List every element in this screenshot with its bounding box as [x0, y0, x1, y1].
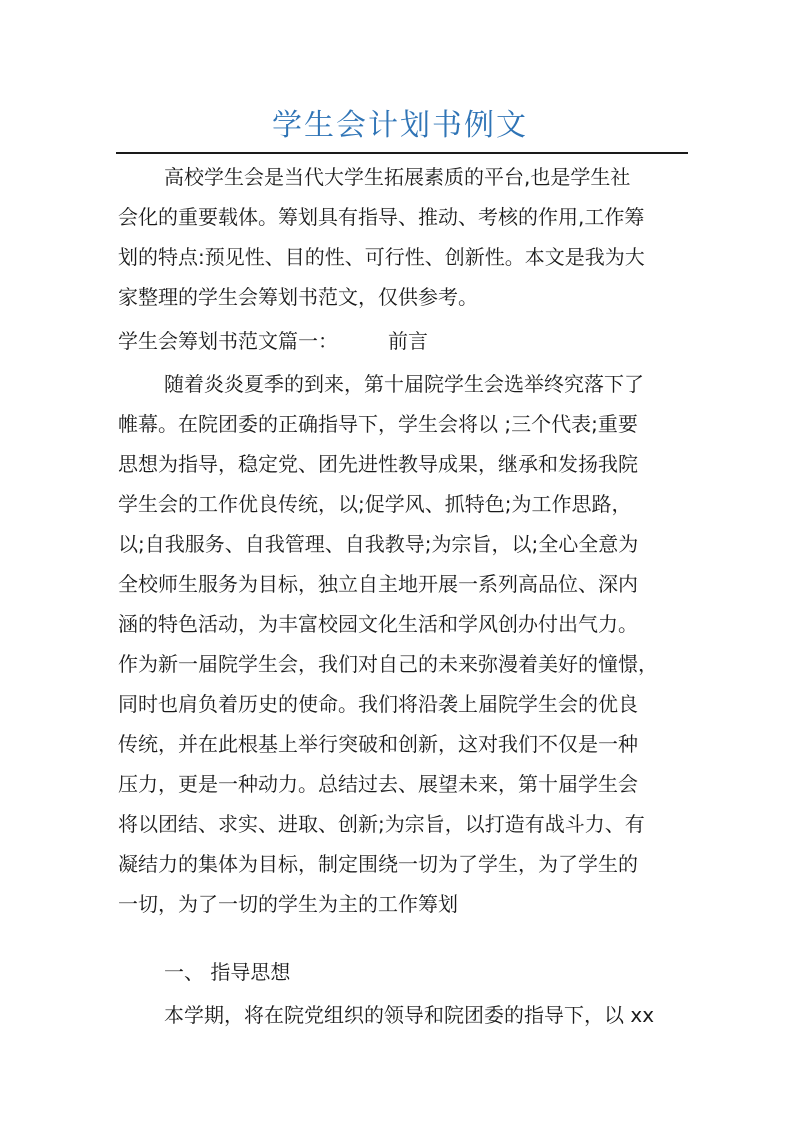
preface-line: 将以团结、求实、进取、创新;为宗旨，以打造有战斗力、有 [118, 812, 645, 836]
intro-line: 家整理的学生会筹划书范文，仅供参考。 [118, 285, 478, 309]
heading-1: 一、 指导思想 [164, 960, 291, 984]
preface-line: 全校师生服务为目标，独立自主地开展一系列高品位、深内 [118, 572, 638, 596]
preface-line: 传统，并在此根基上举行突破和创新，这对我们不仅是一种 [118, 732, 638, 756]
heading-guidance [118, 952, 690, 992]
intro-paragraph [118, 157, 690, 317]
preface-line: 作为新一届院学生会，我们对自己的未来弥漫着美好的憧憬， [118, 652, 658, 676]
intro-line: 会化的重要载体。筹划具有指导、推动、考核的作用,工作筹 [118, 205, 645, 229]
preface-paragraph [118, 364, 690, 924]
preface-line: 思想为指导，稳定党、团先进性教导成果，继承和发扬我院 [118, 452, 638, 476]
preface-line: 压力，更是一种动力。总结过去、展望未来，第十届学生会 [118, 772, 638, 796]
guidance-paragraph [118, 995, 690, 1035]
preface-line: 随着炎炎夏季的到来，第十届院学生会选举终究落下了 [164, 372, 644, 396]
preface-line: 以;自我服务、自我管理、自我教导;为宗旨，以;全心全意为 [118, 532, 639, 556]
section-label: 学生会筹划书范文篇一： [118, 329, 338, 353]
document-title: 学生会计划书例文 [272, 108, 528, 143]
preface-line: 一切，为了一切的学生为主的工作筹划 [118, 892, 458, 916]
preface-line: 同时也肩负着历史的使命。我们将沿袭上届院学生会的优良 [118, 692, 638, 716]
guidance-line: 本学期，将在院党组织的领导和院团委的指导下，以 xx [164, 1003, 655, 1027]
preface-line: 凝结力的集体为目标，制定围绕一切为了学生，为了学生的 [118, 852, 638, 876]
title-divider [116, 152, 688, 154]
section-heading [118, 321, 690, 361]
intro-line: 高校学生会是当代大学生拓展素质的平台,也是学生社 [164, 165, 631, 189]
intro-line: 划的特点:预见性、目的性、可行性、创新性。本文是我为大 [118, 245, 645, 269]
preface-line: 帷幕。在院团委的正确指导下，学生会将以 ;三个代表;重要 [118, 412, 638, 436]
preface-line: 涵的特色活动，为丰富校园文化生活和学风创办付出气力。 [118, 612, 638, 636]
preface-line: 学生会的工作优良传统，以;促学风、抓特色;为工作思路， [118, 492, 632, 516]
section-subtitle: 前言 [388, 329, 428, 353]
